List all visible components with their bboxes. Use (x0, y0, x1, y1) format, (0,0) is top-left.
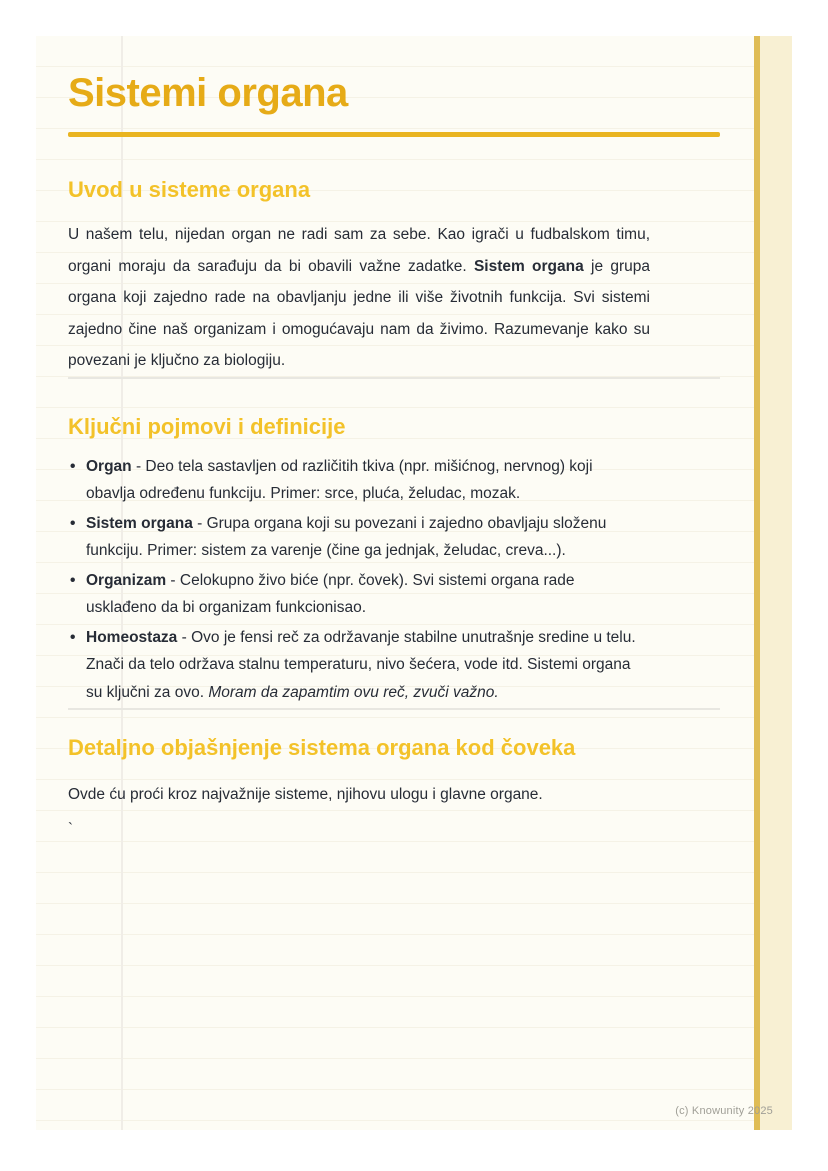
section-divider (68, 377, 720, 379)
page-content (36, 36, 792, 839)
page-title: Sistemi organa (68, 71, 348, 115)
intro-text-before: U našem telu, nijedan organ ne radi sam za sebe. Kao igrači u fudbalskom timu, organi moraju da sarađuju da bi obavili važne zadatke. (68, 226, 650, 275)
detail-paragraph: Ovde ću proći kroz najvažnije sisteme, njihovu ulogu i glavne organe. (68, 786, 543, 803)
term-definition: - Ovo je fensi reč za održavanje stabilne unutrašnje sredine u telu. Znači da telo održava stalnu temperaturu, nivo šećera, vode itd. Sistemi organa su ključni za ovo. (86, 628, 636, 701)
term-definition: - Celokupno živo biće (npr. čovek). Svi sistemi organa rade usklađeno da bi organizam funkcionisao. (86, 571, 575, 616)
term-definition: - Deo tela sastavljen od različitih tkiva (npr. mišićnog, nervnog) koji obavlja određenu funkciju. Primer: srce, pluća, želudac, mozak. (86, 457, 593, 502)
section-divider (68, 708, 720, 710)
stray-backtick: ` (68, 820, 73, 837)
term-definition: - Grupa organa koji su povezani i zajedno obavljaju složenu funkciju. Primer: sistem za varenje (čine ga jednjak, želudac, creva...). (86, 514, 607, 559)
section-heading-pojmovi: Ključni pojmovi i definicije (68, 413, 346, 439)
section-heading-uvod: Uvod u sisteme organa (68, 177, 311, 202)
definition-item-homeostaza (68, 624, 636, 707)
intro-bold-term: Sistem organa (473, 257, 584, 275)
term-label: Homeostaza (86, 628, 178, 646)
definition-item-organizam (68, 567, 636, 622)
definitions-list (68, 453, 636, 707)
intro-paragraph (68, 219, 650, 377)
term-label: Organizam (86, 571, 167, 589)
definition-item-organ (68, 453, 636, 508)
intro-text-after: je grupa organa koji zajedno rade na obavljanju jedne ili više životnih funkcija. Svi sistemi zajedno čine naš organizam i omogućavaju nam da živimo. Razumevanje kako su povezani je ključno za biologiju. (68, 257, 651, 369)
term-note-italic: Moram da zapamtim ovu reč, zvuči važno. (208, 683, 499, 701)
footer-credit: (c) Knowunity 2025 (675, 1105, 773, 1117)
notebook-page (36, 36, 792, 1130)
definition-item-sistem-organa (68, 510, 636, 565)
section-heading-detaljno: Detaljno objašnjenje sistema organa kod čoveka (68, 735, 576, 760)
term-label: Sistem organa (86, 514, 193, 532)
title-underline (68, 132, 720, 137)
term-label: Organ (86, 457, 132, 475)
